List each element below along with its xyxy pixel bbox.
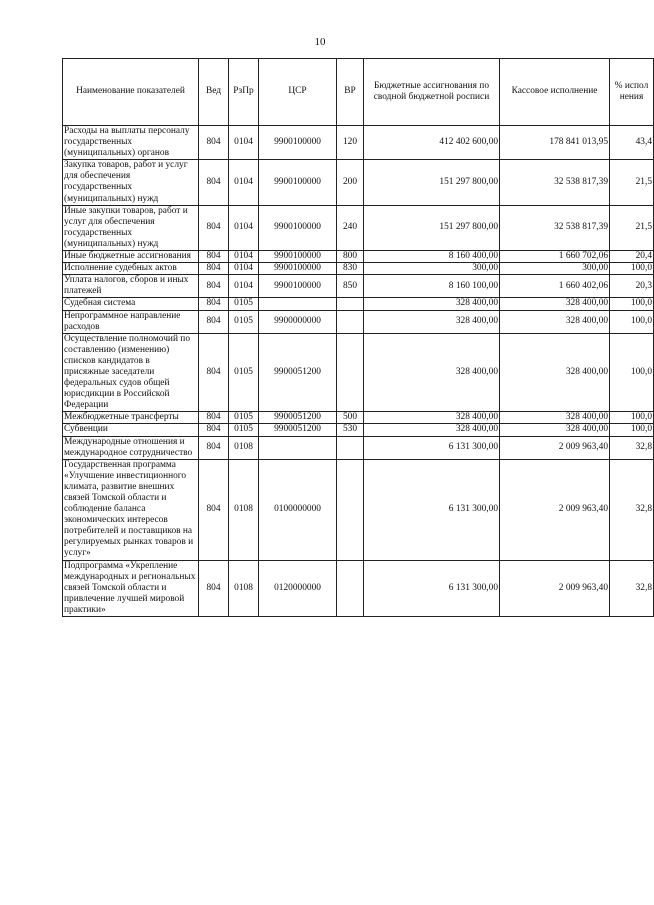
- table-row: [63, 160, 654, 205]
- cell-ved: 804: [199, 412, 229, 424]
- cell-pct: 100,0: [610, 310, 654, 333]
- cell-cash: 1 660 702,06: [500, 251, 610, 263]
- cell-name: Государственная программа «Улучшение инвестиционного климата, развитие внешних связей Томской области и соблюдение баланса экономических интересов потребителей и поставщиков на регулируемых рынках товаров и услуг»: [63, 459, 199, 560]
- cell-ved: 804: [199, 310, 229, 333]
- cell-rzpr: 0105: [229, 424, 259, 436]
- cell-name: Международные отношения и международное сотрудничество: [63, 436, 199, 459]
- header-vr: ВР: [337, 59, 364, 126]
- cell-vr: 500: [337, 412, 364, 424]
- cell-vr: 850: [337, 275, 364, 298]
- cell-name: Непрограммное направление расходов: [63, 310, 199, 333]
- cell-ved: 804: [199, 436, 229, 459]
- table-row: [63, 126, 654, 160]
- cell-csr: 9900051200: [259, 333, 337, 412]
- cell-name: Закупка товаров, работ и услуг для обеспечения государственных (муниципальных) нужд: [63, 160, 199, 205]
- cell-name: Уплата налогов, сборов и иных платежей: [63, 275, 199, 298]
- cell-budget: 328 400,00: [364, 333, 500, 412]
- cell-rzpr: 0105: [229, 298, 259, 310]
- table-row: [63, 424, 654, 436]
- header-csr: ЦСР: [259, 59, 337, 126]
- cell-pct: 100,0: [610, 263, 654, 275]
- cell-budget: 300,00: [364, 263, 500, 275]
- cell-budget: 328 400,00: [364, 424, 500, 436]
- cell-vr: [337, 298, 364, 310]
- page-number: 10: [314, 36, 326, 48]
- cell-cash: 328 400,00: [500, 310, 610, 333]
- cell-name: Иные бюджетные ассигнования: [63, 251, 199, 263]
- cell-name: Межбюджетные трансферты: [63, 412, 199, 424]
- cell-rzpr: 0104: [229, 251, 259, 263]
- cell-rzpr: 0108: [229, 560, 259, 616]
- cell-cash: 178 841 013,95: [500, 126, 610, 160]
- table-header-row: [63, 59, 654, 126]
- cell-ved: 804: [199, 263, 229, 275]
- cell-vr: [337, 310, 364, 333]
- cell-vr: 120: [337, 126, 364, 160]
- cell-budget: 328 400,00: [364, 310, 500, 333]
- cell-ved: 804: [199, 126, 229, 160]
- cell-vr: [337, 436, 364, 459]
- cell-csr: 9900051200: [259, 424, 337, 436]
- cell-name: Исполнение судебных актов: [63, 263, 199, 275]
- cell-csr: 0120000000: [259, 560, 337, 616]
- cell-csr: 0100000000: [259, 459, 337, 560]
- table-row: [63, 205, 654, 250]
- cell-ved: 804: [199, 298, 229, 310]
- cell-rzpr: 0104: [229, 126, 259, 160]
- cell-ved: 804: [199, 275, 229, 298]
- cell-rzpr: 0105: [229, 310, 259, 333]
- cell-cash: 328 400,00: [500, 412, 610, 424]
- cell-name: Иные закупки товаров, работ и услуг для обеспечения государственных (муниципальных) нужд: [63, 205, 199, 250]
- cell-pct: 21,5: [610, 205, 654, 250]
- cell-rzpr: 0108: [229, 459, 259, 560]
- cell-ved: 804: [199, 205, 229, 250]
- table-row: [63, 560, 654, 616]
- cell-pct: 100,0: [610, 412, 654, 424]
- header-budget: Бюджетные ассигнования по сводной бюджетной росписи: [364, 59, 500, 126]
- cell-cash: 328 400,00: [500, 333, 610, 412]
- cell-rzpr: 0108: [229, 436, 259, 459]
- cell-vr: 530: [337, 424, 364, 436]
- cell-cash: 32 538 817,39: [500, 160, 610, 205]
- cell-budget: 412 402 600,00: [364, 126, 500, 160]
- cell-rzpr: 0104: [229, 275, 259, 298]
- header-name: Наименование показателей: [63, 59, 199, 126]
- table-row: [63, 275, 654, 298]
- header-pct: % испол нения: [610, 59, 654, 126]
- cell-cash: 2 009 963,40: [500, 436, 610, 459]
- cell-vr: 800: [337, 251, 364, 263]
- cell-name: Подпрограмма «Укрепление международных и региональных связей Томской области и привлечение лучшей мировой практики»: [63, 560, 199, 616]
- header-rzpr: РзПр: [229, 59, 259, 126]
- cell-csr: 9900100000: [259, 251, 337, 263]
- cell-csr: 9900100000: [259, 160, 337, 205]
- cell-vr: [337, 459, 364, 560]
- header-cash: Кассовое исполнение: [500, 59, 610, 126]
- cell-name: Судебная система: [63, 298, 199, 310]
- cell-pct: 21,5: [610, 160, 654, 205]
- cell-budget: 328 400,00: [364, 412, 500, 424]
- cell-csr: [259, 298, 337, 310]
- cell-ved: 804: [199, 459, 229, 560]
- cell-vr: 240: [337, 205, 364, 250]
- cell-csr: 9900051200: [259, 412, 337, 424]
- cell-cash: 328 400,00: [500, 298, 610, 310]
- cell-rzpr: 0105: [229, 333, 259, 412]
- cell-cash: 32 538 817,39: [500, 205, 610, 250]
- cell-csr: 9900100000: [259, 275, 337, 298]
- cell-cash: 1 660 402,06: [500, 275, 610, 298]
- table-row: [63, 459, 654, 560]
- table-row: [63, 333, 654, 412]
- cell-budget: 328 400,00: [364, 298, 500, 310]
- cell-csr: 9900100000: [259, 263, 337, 275]
- cell-rzpr: 0104: [229, 263, 259, 275]
- cell-rzpr: 0104: [229, 205, 259, 250]
- cell-budget: 151 297 800,00: [364, 160, 500, 205]
- cell-csr: 9900000000: [259, 310, 337, 333]
- cell-budget: 6 131 300,00: [364, 459, 500, 560]
- header-ved: Вед: [199, 59, 229, 126]
- cell-csr: 9900100000: [259, 126, 337, 160]
- cell-ved: 804: [199, 424, 229, 436]
- cell-name: Осуществление полномочий по составлению (изменению) списков кандидатов в присяжные заседатели федеральных судов общей юрисдикции в Российской Федерации: [63, 333, 199, 412]
- cell-ved: 804: [199, 560, 229, 616]
- cell-budget: 8 160 400,00: [364, 251, 500, 263]
- table-row: [63, 310, 654, 333]
- cell-ved: 804: [199, 251, 229, 263]
- cell-budget: 6 131 300,00: [364, 560, 500, 616]
- budget-execution-table: [62, 58, 654, 617]
- cell-vr: [337, 560, 364, 616]
- cell-pct: 32,8: [610, 459, 654, 560]
- table-row: [63, 251, 654, 263]
- cell-cash: 2 009 963,40: [500, 459, 610, 560]
- cell-cash: 300,00: [500, 263, 610, 275]
- table-row: [63, 298, 654, 310]
- cell-csr: [259, 436, 337, 459]
- cell-pct: 20,4: [610, 251, 654, 263]
- cell-pct: 100,0: [610, 298, 654, 310]
- cell-rzpr: 0104: [229, 160, 259, 205]
- cell-budget: 151 297 800,00: [364, 205, 500, 250]
- cell-budget: 6 131 300,00: [364, 436, 500, 459]
- cell-name: Расходы на выплаты персоналу государственных (муниципальных) органов: [63, 126, 199, 160]
- cell-pct: 32,8: [610, 560, 654, 616]
- cell-pct: 32,8: [610, 436, 654, 459]
- cell-cash: 328 400,00: [500, 424, 610, 436]
- cell-vr: [337, 333, 364, 412]
- cell-rzpr: 0105: [229, 412, 259, 424]
- cell-vr: 830: [337, 263, 364, 275]
- cell-cash: 2 009 963,40: [500, 560, 610, 616]
- table-row: [63, 263, 654, 275]
- cell-vr: 200: [337, 160, 364, 205]
- cell-csr: 9900100000: [259, 205, 337, 250]
- cell-pct: 100,0: [610, 333, 654, 412]
- cell-budget: 8 160 100,00: [364, 275, 500, 298]
- cell-pct: 43,4: [610, 126, 654, 160]
- cell-ved: 804: [199, 160, 229, 205]
- table-row: [63, 412, 654, 424]
- cell-pct: 100,0: [610, 424, 654, 436]
- table-row: [63, 436, 654, 459]
- cell-name: Субвенции: [63, 424, 199, 436]
- cell-ved: 804: [199, 333, 229, 412]
- cell-pct: 20,3: [610, 275, 654, 298]
